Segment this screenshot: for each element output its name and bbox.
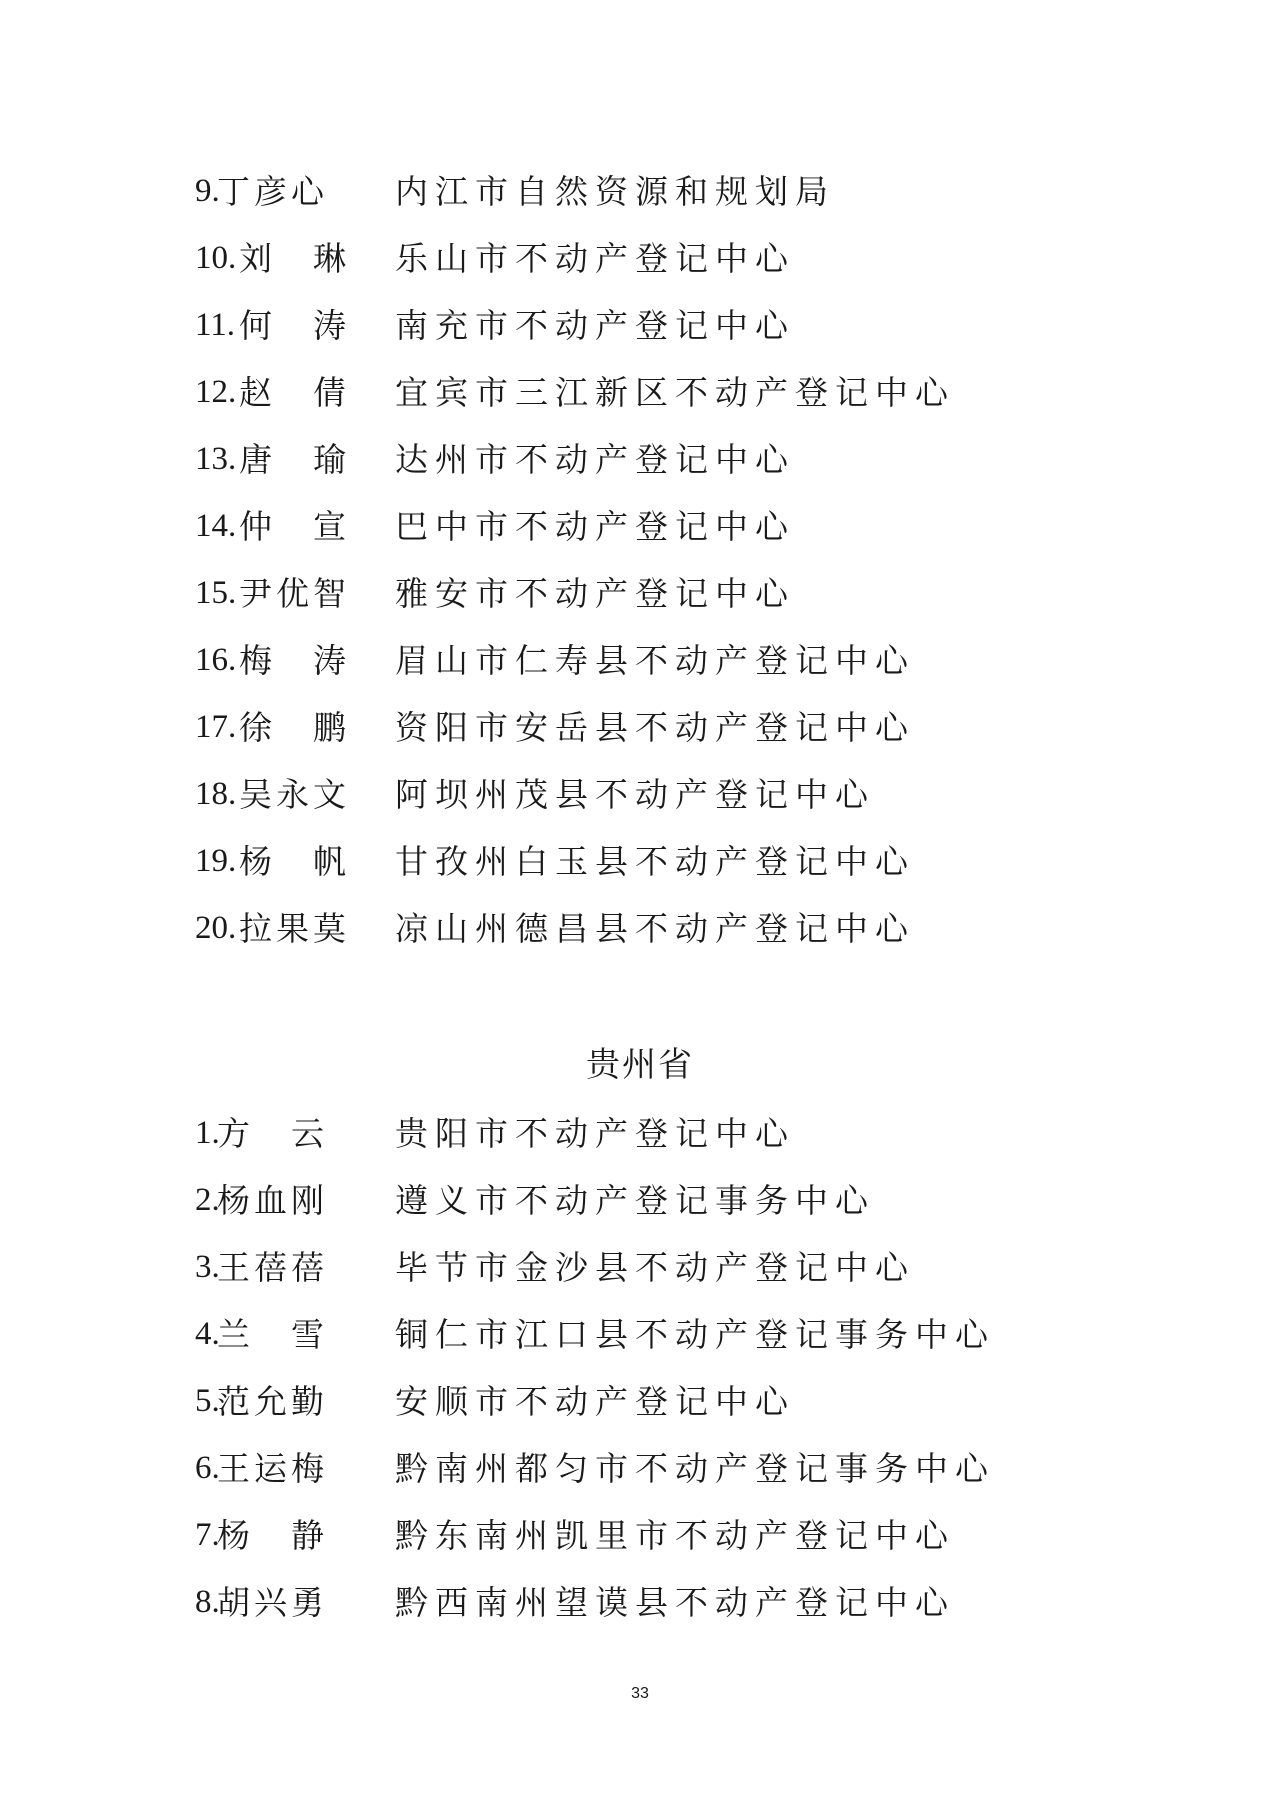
entry-number: 18. [195, 776, 237, 812]
entry-name: 王蓓蓓 [217, 1248, 328, 1287]
entry-number: 19. [195, 843, 237, 879]
entry-organization: 贵阳市不动产登记中心 [395, 1114, 795, 1153]
entry-organization: 黔东南州凯里市不动产登记中心 [395, 1516, 955, 1555]
list-item [195, 1569, 1095, 1636]
entry-name: 刘 琳 [239, 239, 350, 278]
list-item [195, 828, 1095, 895]
entry-name: 拉果莫 [239, 909, 350, 948]
entry-organization: 甘孜州白玉县不动产登记中心 [395, 842, 915, 881]
entry-number: 11. [195, 307, 236, 343]
entry-number: 6. [195, 1450, 220, 1486]
entry-organization: 南充市不动产登记中心 [395, 306, 795, 345]
entry-name: 兰 雪 [217, 1315, 328, 1354]
entry-name: 何 涛 [239, 306, 350, 345]
entry-organization: 资阳市安岳县不动产登记中心 [395, 708, 915, 747]
section-title-guizhou: 贵州省 [586, 1045, 694, 1085]
entry-number: 20. [195, 910, 237, 946]
list-item [195, 560, 1095, 627]
name-list-sichuan [195, 158, 1095, 962]
list-item [195, 1368, 1095, 1435]
entry-name: 丁彦心 [217, 172, 328, 211]
entry-name: 杨血刚 [217, 1181, 328, 1220]
entry-organization: 雅安市不动产登记中心 [395, 574, 795, 613]
entry-organization: 安顺市不动产登记中心 [395, 1382, 795, 1421]
list-item [195, 1100, 1095, 1167]
list-item [195, 627, 1095, 694]
entry-name: 杨 静 [217, 1516, 328, 1555]
entry-organization: 达州市不动产登记中心 [395, 440, 795, 479]
page-number: 33 [631, 1685, 649, 1702]
entry-number: 15. [195, 575, 237, 611]
entry-number: 8. [195, 1584, 220, 1620]
entry-name: 杨 帆 [239, 842, 350, 881]
list-item [195, 694, 1095, 761]
entry-organization: 凉山州德昌县不动产登记中心 [395, 909, 915, 948]
list-item [195, 1301, 1095, 1368]
entry-number: 1. [195, 1115, 220, 1151]
entry-name: 尹优智 [239, 574, 350, 613]
entry-name: 仲 宣 [239, 507, 350, 546]
entry-number: 10. [195, 240, 237, 276]
entry-number: 12. [195, 374, 237, 410]
entry-organization: 黔南州都匀市不动产登记事务中心 [395, 1449, 995, 1488]
entry-name: 方 云 [217, 1114, 328, 1153]
entry-number: 5. [195, 1383, 220, 1419]
list-item [195, 761, 1095, 828]
entry-organization: 乐山市不动产登记中心 [395, 239, 795, 278]
entry-number: 4. [195, 1316, 220, 1352]
entry-number: 2. [195, 1182, 220, 1218]
entry-name: 吴永文 [239, 775, 350, 814]
entry-number: 7. [195, 1517, 220, 1553]
list-item [195, 1502, 1095, 1569]
entry-number: 3. [195, 1249, 220, 1285]
entry-number: 17. [195, 709, 237, 745]
entry-name: 范允勤 [217, 1382, 328, 1421]
list-item [195, 1167, 1095, 1234]
entry-number: 14. [195, 508, 237, 544]
name-list-guizhou [195, 1100, 1095, 1636]
entry-organization: 遵义市不动产登记事务中心 [395, 1181, 875, 1220]
entry-number: 9. [195, 173, 220, 209]
entry-organization: 内江市自然资源和规划局 [395, 172, 835, 211]
entry-organization: 毕节市金沙县不动产登记中心 [395, 1248, 915, 1287]
entry-name: 徐 鹏 [239, 708, 350, 747]
entry-number: 16. [195, 642, 237, 678]
list-item [195, 493, 1095, 560]
entry-organization: 铜仁市江口县不动产登记事务中心 [395, 1315, 995, 1354]
list-item [195, 1435, 1095, 1502]
entry-organization: 宜宾市三江新区不动产登记中心 [395, 373, 955, 412]
entry-name: 梅 涛 [239, 641, 350, 680]
list-item [195, 225, 1095, 292]
entry-name: 唐 瑜 [239, 440, 350, 479]
entry-number: 13. [195, 441, 237, 477]
entry-organization: 黔西南州望谟县不动产登记中心 [395, 1583, 955, 1622]
list-item [195, 359, 1095, 426]
list-item [195, 895, 1095, 962]
entry-organization: 眉山市仁寿县不动产登记中心 [395, 641, 915, 680]
list-item [195, 1234, 1095, 1301]
list-item [195, 426, 1095, 493]
entry-organization: 巴中市不动产登记中心 [395, 507, 795, 546]
entry-organization: 阿坝州茂县不动产登记中心 [395, 775, 875, 814]
entry-name: 胡兴勇 [217, 1583, 328, 1622]
entry-name: 王运梅 [217, 1449, 328, 1488]
list-item [195, 292, 1095, 359]
list-item [195, 158, 1095, 225]
entry-name: 赵 倩 [239, 373, 350, 412]
